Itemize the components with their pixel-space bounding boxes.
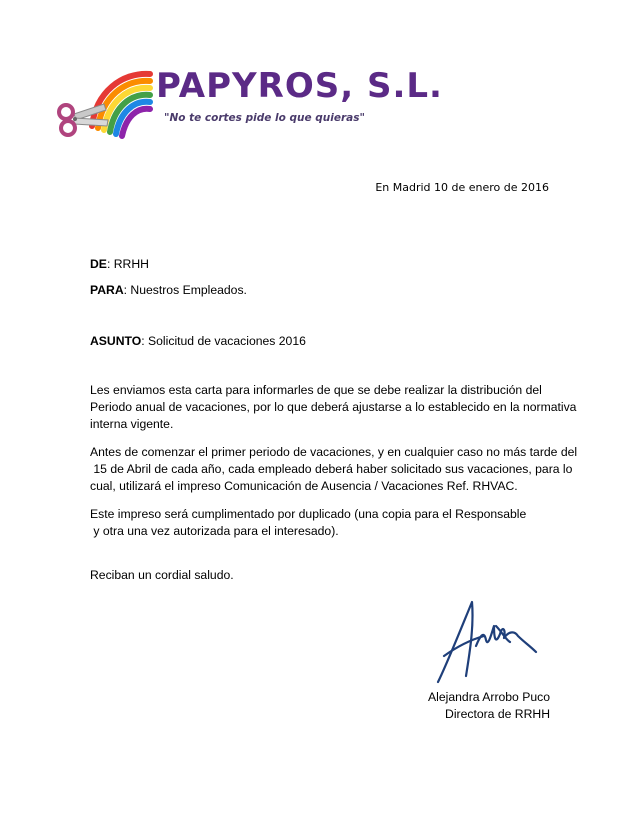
to-label: PARA bbox=[90, 283, 124, 297]
company-logo bbox=[52, 64, 443, 144]
subject-line bbox=[90, 334, 306, 348]
paragraph-3 bbox=[90, 506, 560, 540]
signer-title: Directora de RRHH bbox=[445, 707, 550, 721]
to-value: : Nuestros Empleados. bbox=[123, 283, 247, 297]
company-name: PAPYROS, S.L. bbox=[156, 66, 443, 106]
paragraph-line: y otra una vez autorizada para el interesado). bbox=[90, 524, 339, 538]
paragraph-line: 15 de Abril de cada año, cada empleado deberá haber solicitado sus vacaciones, para lo bbox=[90, 462, 573, 476]
closing-line: Reciban un cordial saludo. bbox=[90, 568, 234, 582]
subject-value: : Solicitud de vacaciones 2016 bbox=[141, 334, 306, 348]
from-value: : RRHH bbox=[106, 257, 149, 271]
handwritten-signature bbox=[432, 596, 542, 688]
paragraph-line: Les enviamos esta carta para informarles de que se debe realizar la distribución del bbox=[90, 383, 542, 397]
paragraph-line: interna vigente. bbox=[90, 417, 174, 431]
paragraph-2 bbox=[90, 444, 578, 495]
company-tagline: "No te cortes pide lo que quieras" bbox=[164, 112, 365, 124]
from-line bbox=[90, 257, 149, 271]
letter-date: En Madrid 10 de enero de 2016 bbox=[375, 181, 549, 194]
paragraph-line: cual, utilizará el impreso Comunicación de Ausencia / Vacaciones Ref. RHVAC. bbox=[90, 479, 518, 493]
signer-block bbox=[428, 689, 550, 723]
rainbow-scissors-icon bbox=[52, 64, 162, 144]
signer-name: Alejandra Arrobo Puco bbox=[428, 690, 550, 704]
paragraph-line: Periodo anual de vacaciones, por lo que deberá ajustarse a lo establecido en la normativa bbox=[90, 400, 577, 414]
from-label: DE bbox=[90, 257, 107, 271]
subject-label: ASUNTO bbox=[90, 334, 142, 348]
to-line bbox=[90, 283, 247, 297]
paragraph-1 bbox=[90, 382, 577, 433]
paragraph-line: Este impreso será cumplimentado por duplicado (una copia para el Responsable bbox=[90, 507, 527, 521]
paragraph-line: Antes de comenzar el primer periodo de vacaciones, y en cualquier caso no más tarde del bbox=[90, 445, 578, 459]
